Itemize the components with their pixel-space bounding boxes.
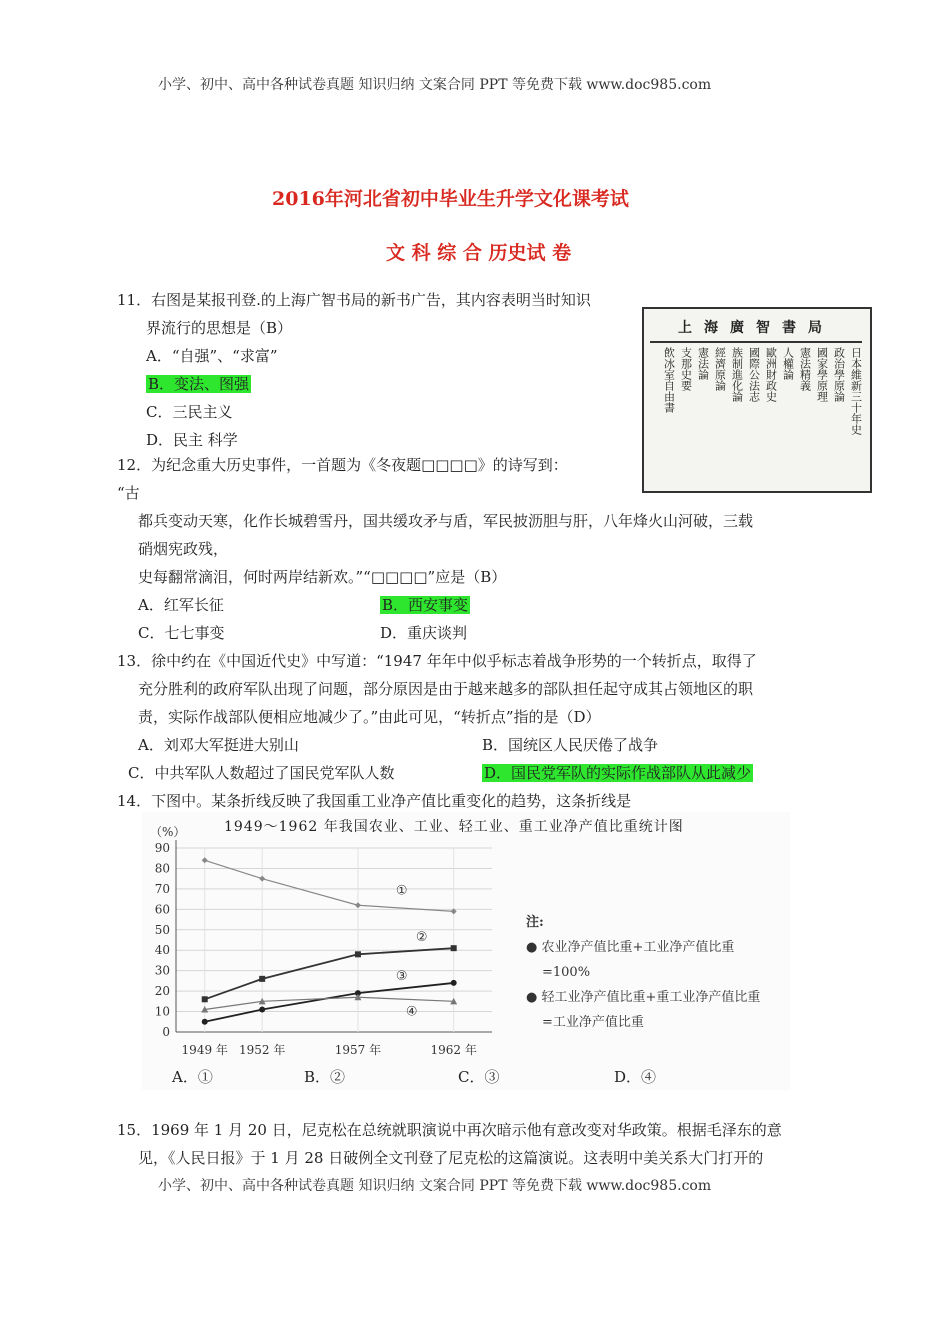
exam-subtitle: 文 科 综 合 历史试 卷 bbox=[386, 242, 572, 264]
data-point bbox=[259, 976, 265, 982]
q14-option-b: B．② bbox=[304, 1068, 346, 1086]
newspaper-ad-columns bbox=[644, 341, 870, 491]
newspaper-ad-column: 族制進化論 bbox=[730, 347, 744, 402]
q14-option-d: D．④ bbox=[614, 1068, 657, 1086]
legend-line3: ● 轻工业净产值比重+重工业净产值比重 bbox=[526, 990, 761, 1005]
data-point bbox=[355, 902, 361, 908]
series-line-1 bbox=[205, 860, 454, 911]
newspaper-ad-column: 人權論 bbox=[781, 347, 795, 380]
q14-option-c: C．③ bbox=[458, 1068, 500, 1086]
series-label-3: ③ bbox=[395, 969, 408, 985]
q11-option-d: D．民主 科学 bbox=[146, 431, 238, 449]
series-line-2 bbox=[205, 948, 454, 999]
series-label-4: ④ bbox=[405, 1004, 418, 1020]
newspaper-ad-column: 政治學原論 bbox=[832, 347, 846, 402]
legend-line1: ● 农业净产值比重+工业净产值比重 bbox=[526, 940, 735, 955]
series-label-2: ② bbox=[415, 930, 428, 946]
y-tick-label: 70 bbox=[154, 881, 170, 896]
chart-legend bbox=[526, 910, 760, 1035]
q12-stem-line3: 都兵变动天寒，化作长城碧雪丹，国共缓攻矛与盾，军民披沥胆与肝，八年烽火山河破，三载 bbox=[138, 512, 754, 530]
q14-stem-line1: 14．下图中。某条折线反映了我国重工业净产值比重变化的趋势，这条折线是 bbox=[117, 792, 632, 810]
y-tick-label: 60 bbox=[154, 902, 170, 917]
q12-option-d: D．重庆谈判 bbox=[380, 624, 468, 642]
y-tick-label: 50 bbox=[154, 922, 170, 937]
newspaper-ad-column: 國際公法志 bbox=[747, 347, 761, 402]
newspaper-ad-column: 歐洲財政史 bbox=[764, 347, 778, 402]
y-tick-label: 30 bbox=[154, 963, 170, 978]
q12-option-b: B．西安事变 bbox=[382, 596, 469, 614]
y-tick-label: 90 bbox=[154, 841, 170, 855]
q15-stem-line2: 见，《人民日报》于 1 月 28 日破例全文刊登了尼克松的这篇演说。这表明中美关系大门打开的 bbox=[138, 1149, 764, 1167]
x-tick-label: 1949 年 bbox=[181, 1043, 228, 1057]
data-point bbox=[451, 945, 457, 951]
newspaper-ad-column: 憲法論 bbox=[696, 347, 710, 380]
q13-option-b: B．国统区人民厌倦了战争 bbox=[482, 736, 659, 754]
y-tick-label: 40 bbox=[154, 943, 170, 958]
legend-line2: =100% bbox=[542, 965, 591, 980]
q15-stem-line1: 15．1969 年 1 月 20 日，尼克松在总统就职演说中再次暗示他有意改变对华政策。根据毛泽东的意 bbox=[117, 1121, 782, 1139]
chart-title: 1949～1962 年我国农业、工业、轻工业、重工业净产值比重统计图 bbox=[224, 819, 684, 835]
chart-figure bbox=[142, 812, 790, 1090]
q12-stem-line2: “古 bbox=[117, 484, 140, 502]
data-point bbox=[451, 980, 457, 986]
data-point bbox=[259, 876, 265, 882]
q13-stem-line1: 13．徐中约在《中国近代史》中写道：“1947 年年中似乎标志着战争形势的一个转折点，取得了 bbox=[117, 652, 757, 670]
q12-option-c: C．七七事变 bbox=[138, 624, 225, 642]
page-header: 小学、初中、高中各种试卷真题 知识归纳 文案合同 PPT 等免费下载 www.doc985.com bbox=[158, 77, 712, 93]
q13-stem-line3: 责，实际作战部队便相应地减少了。”由此可见，“转折点”指的是（D） bbox=[138, 708, 601, 726]
newspaper-ad-column: 經濟原論 bbox=[713, 347, 727, 391]
data-point bbox=[202, 996, 208, 1002]
newspaper-ad-column: 支那史要 bbox=[679, 347, 693, 391]
legend-title: 注: bbox=[526, 915, 544, 930]
q12-stem-line1: 12．为纪念重大历史事件，一首题为《冬夜题□□□□》的诗写到： bbox=[117, 456, 568, 474]
newspaper-ad-column: 國家學原理 bbox=[815, 347, 829, 402]
y-tick-label: 0 bbox=[162, 1025, 170, 1039]
q13-option-d: D．国民党军队的实际作战部队从此减少 bbox=[484, 764, 752, 782]
q14-option-a: A．① bbox=[172, 1068, 213, 1086]
exam-title: 2016年河北省初中毕业生升学文化课考试 bbox=[272, 188, 629, 210]
q12-stem-line4: 硝烟宪政残， bbox=[138, 540, 229, 558]
series-label-1: ① bbox=[395, 883, 408, 899]
newspaper-ad-column: 日本維新三十年史 bbox=[849, 347, 863, 435]
x-tick-label: 1957 年 bbox=[334, 1043, 382, 1057]
q13-option-a: A．刘邓大军挺进大别山 bbox=[138, 736, 299, 754]
y-axis-label: （%） bbox=[150, 825, 186, 839]
x-tick-label: 1962 年 bbox=[430, 1043, 477, 1057]
y-tick-label: 80 bbox=[154, 861, 170, 876]
q11-stem-line1: 11．右图是某报刊登.的上海广智书局的新书广告，其内容表明当时知识 bbox=[117, 291, 591, 309]
data-point bbox=[259, 1007, 265, 1013]
data-point bbox=[202, 857, 208, 863]
y-tick-label: 10 bbox=[154, 1004, 170, 1019]
newspaper-ad-column: 飲冰室自由書 bbox=[662, 347, 676, 413]
q11-option-a: A．“自强”、“求富” bbox=[146, 347, 278, 365]
q13-option-c: C．中共军队人数超过了国民党军队人数 bbox=[128, 764, 395, 782]
data-point bbox=[202, 1019, 208, 1025]
q11-stem-line2: 界流行的思想是（B） bbox=[146, 319, 293, 337]
q11-option-b: B．变法、图强 bbox=[148, 375, 250, 393]
q13-stem-line2: 充分胜利的政府军队出现了问题，部分原因是由于越来越多的部队担任起守成其占领地区的职 bbox=[138, 680, 754, 698]
data-point bbox=[355, 951, 361, 957]
page-footer: 小学、初中、高中各种试卷真题 知识归纳 文案合同 PPT 等免费下载 www.doc985.com bbox=[158, 1178, 712, 1194]
x-tick-label: 1952 年 bbox=[239, 1043, 286, 1057]
newspaper-ad-image bbox=[642, 307, 872, 493]
legend-line4: =工业净产值比重 bbox=[542, 1015, 644, 1030]
q11-option-c: C．三民主义 bbox=[146, 403, 233, 421]
newspaper-ad-heading: 上海廣智書局 bbox=[650, 317, 862, 343]
q12-stem-line5: 史每翻常滴泪，何时两岸结新欢。”“□□□□”应是（B） bbox=[138, 568, 507, 586]
newspaper-ad-column: 憲法精義 bbox=[798, 347, 812, 391]
y-tick-label: 20 bbox=[154, 984, 170, 999]
q12-option-a: A．红军长征 bbox=[138, 596, 224, 614]
